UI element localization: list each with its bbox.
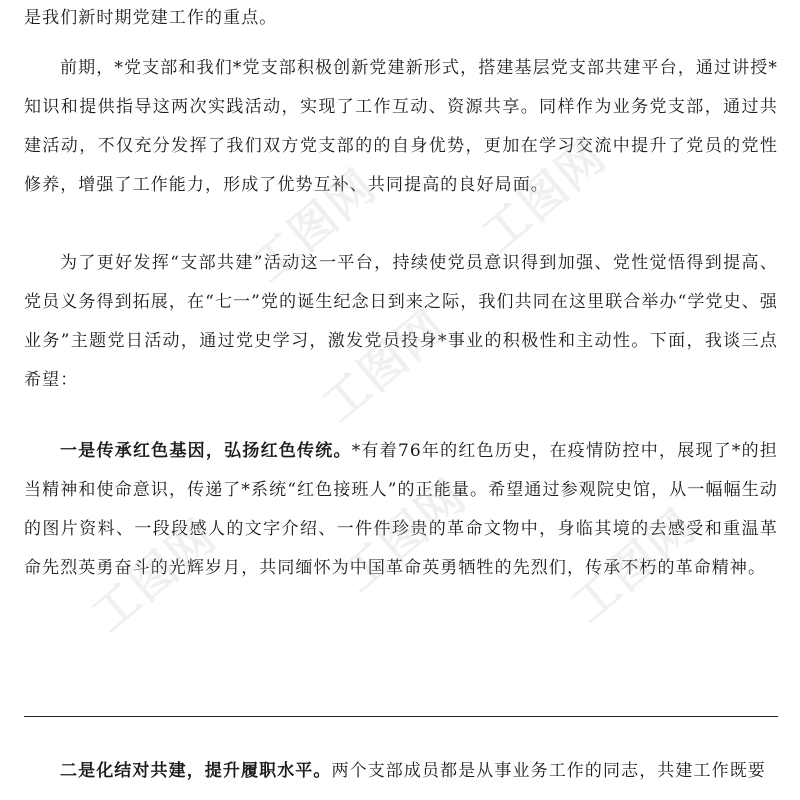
- page-break-divider: [24, 716, 778, 717]
- paragraph-5-lead: 二是化结对共建，提升履职水平。: [60, 761, 332, 781]
- paragraph-3-text: 为了更好发挥“支部共建”活动这一平台，持续使党员意识得到加强、党性觉悟得到提高、党员义务得到拓展，在“七一”党的诞生纪念日到来之际，我们共同在这里联合举办“学党史、强业务”主题党日活动，通过党史学习，激发党员投身*事业的积极性和主动性。下面，我谈三点希望：: [24, 253, 778, 390]
- watermark: 工图网: [241, 158, 387, 293]
- paragraph-4: [24, 432, 778, 588]
- paragraph-4-text: *有着76年的红色历史，在疫情防控中，展现了*的担当精神和使命意识，传递了*系统“红色接班人”的正能量。希望通过参观院史馆，从一幅幅生动的图片资料、一段段感人的文字介绍、一件件珍贵的革命文物中，身临其境的去感受和重温革命先烈英勇奋斗的光辉岁月，共同缅怀为中国革命英勇牺牲的先烈们，传承不朽的革命精神。: [24, 441, 778, 578]
- paragraph-2-text: 前期，*党支部和我们*党支部积极创新党建新形式，搭建基层党支部共建平台，通过讲授*知识和提供指导这两次实践活动，实现了工作互动、资源共享。同样作为业务党支部，通过共建活动，不仅充分发挥了我们双方党支部的的自身优势，更加在学习交流中提升了党员的党性修养，增强了工作能力，形成了优势互补、共同提高的良好局面。: [24, 58, 778, 195]
- paragraph-1: [24, 0, 778, 38]
- paragraph-1-text: 是我们新时期党建工作的重点。: [24, 8, 278, 28]
- paragraph-4-lead: 一是传承红色基因，弘扬红色传统。: [60, 441, 352, 461]
- paragraph-5-text: 两个支部成员都是从事业务工作的同志，共建工作既要: [331, 761, 766, 781]
- watermark: 工图网: [471, 128, 617, 263]
- paragraph-3: [24, 244, 778, 400]
- paragraph-5: [24, 752, 778, 791]
- watermark: 工图网: [81, 508, 227, 643]
- paragraph-2: [24, 49, 778, 205]
- watermark: 工图网: [561, 498, 707, 633]
- watermark: 工图网: [311, 298, 457, 433]
- watermark: 工图网: [331, 468, 477, 603]
